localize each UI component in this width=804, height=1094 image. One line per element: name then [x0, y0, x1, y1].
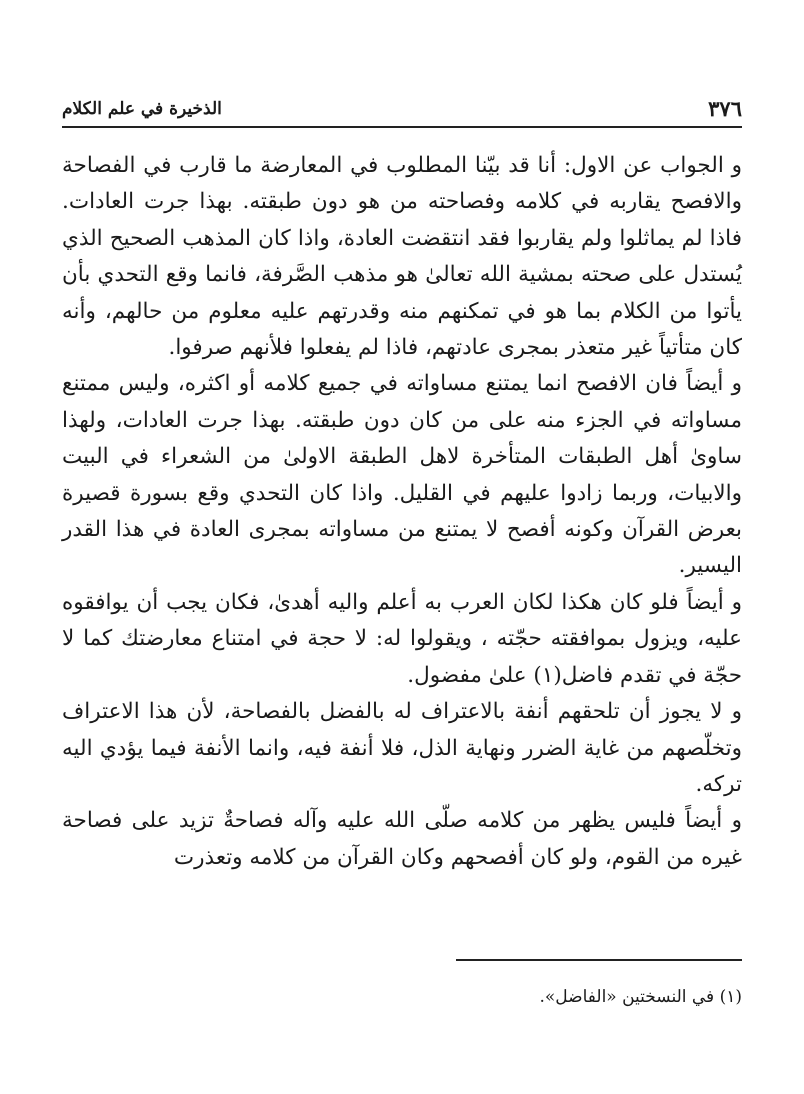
book-page	[62, 82, 742, 1072]
paragraph-1: و الجواب عن الاول: أنا قد بيّنا المطلوب في المعارضة ما قارب في الفصاحة والافصح يقاربه في كلامه وفصاحته من هو دون طبقته. بهذا جرت العادات. فاذا لم يماثلوا ولم يقاربوا فقد انتقضت العادة، واذا كان المذهب الصحيح الذي يُستدل على صحته بمشية الله تعالىٰ هو مذهب الصَّرفة، فانما وقع التحدي بأن يأتوا من الكلام بما هو في تمكنهم منه وقدرتهم عليه معلوم من حالهم، وأنه كان متأتياً غير متعذر بمجرى عادتهم، فاذا لم يفعلوا فلأنهم صرفوا.	[62, 153, 742, 361]
main-text	[62, 148, 742, 876]
paragraph-3: و أيضاً فلو كان هكذا لكان العرب به أعلم واليه أهدىٰ، فكان يجب أن يوافقوه عليه، ويزول بموافقته حجّته ، ويقولوا له: لا حجة في امتناع معارضتك كما لا حجّة في تقدم فاضل(١) علىٰ مفضول.	[62, 589, 742, 688]
footnote-divider	[456, 959, 742, 961]
page-number: ٣٧٦	[708, 96, 742, 121]
paragraph-2: و أيضاً فان الافصح انما يمتنع مساواته في جميع كلامه أو اكثره، وليس ممتنع مساواته في الجزء منه على من كان دون طبقته. بهذا جرت العادات، ولهذا ساوىٰ أهل الطبقات المتأخرة لاهل الطبقة الاولىٰ من الشعراء في البيت والابيات، وربما زادوا عليهم في القليل. واذا كان التحدي وقع بسورة قصيرة بعرض القرآن وكونه أفصح لا يمتنع من مساواته بمجرى العادة في هذا القدر اليسير.	[62, 371, 742, 579]
book-title: الذخيرة في علم الكلام	[62, 99, 222, 119]
running-header	[62, 82, 742, 128]
footnote: (١) في النسختين «الفاضل».	[539, 987, 742, 1007]
paragraph-4: و لا يجوز أن تلحقهم أنفة بالاعتراف له بالفضل بالفصاحة، لأن هذا الاعتراف وتخلّصهم من غاية الضرر ونهاية الذل، فلا أنفة فيه، وانما الأنفة فيما يؤدي اليه تركه.	[62, 699, 742, 797]
paragraph-5: و أيضاً فليس يظهر من كلامه صلّى الله عليه وآله فصاحةٌ تزيد على فصاحة غيره من القوم، ولو كان أفصحهم وكان القرآن من كلامه وتعذرت	[62, 808, 742, 870]
